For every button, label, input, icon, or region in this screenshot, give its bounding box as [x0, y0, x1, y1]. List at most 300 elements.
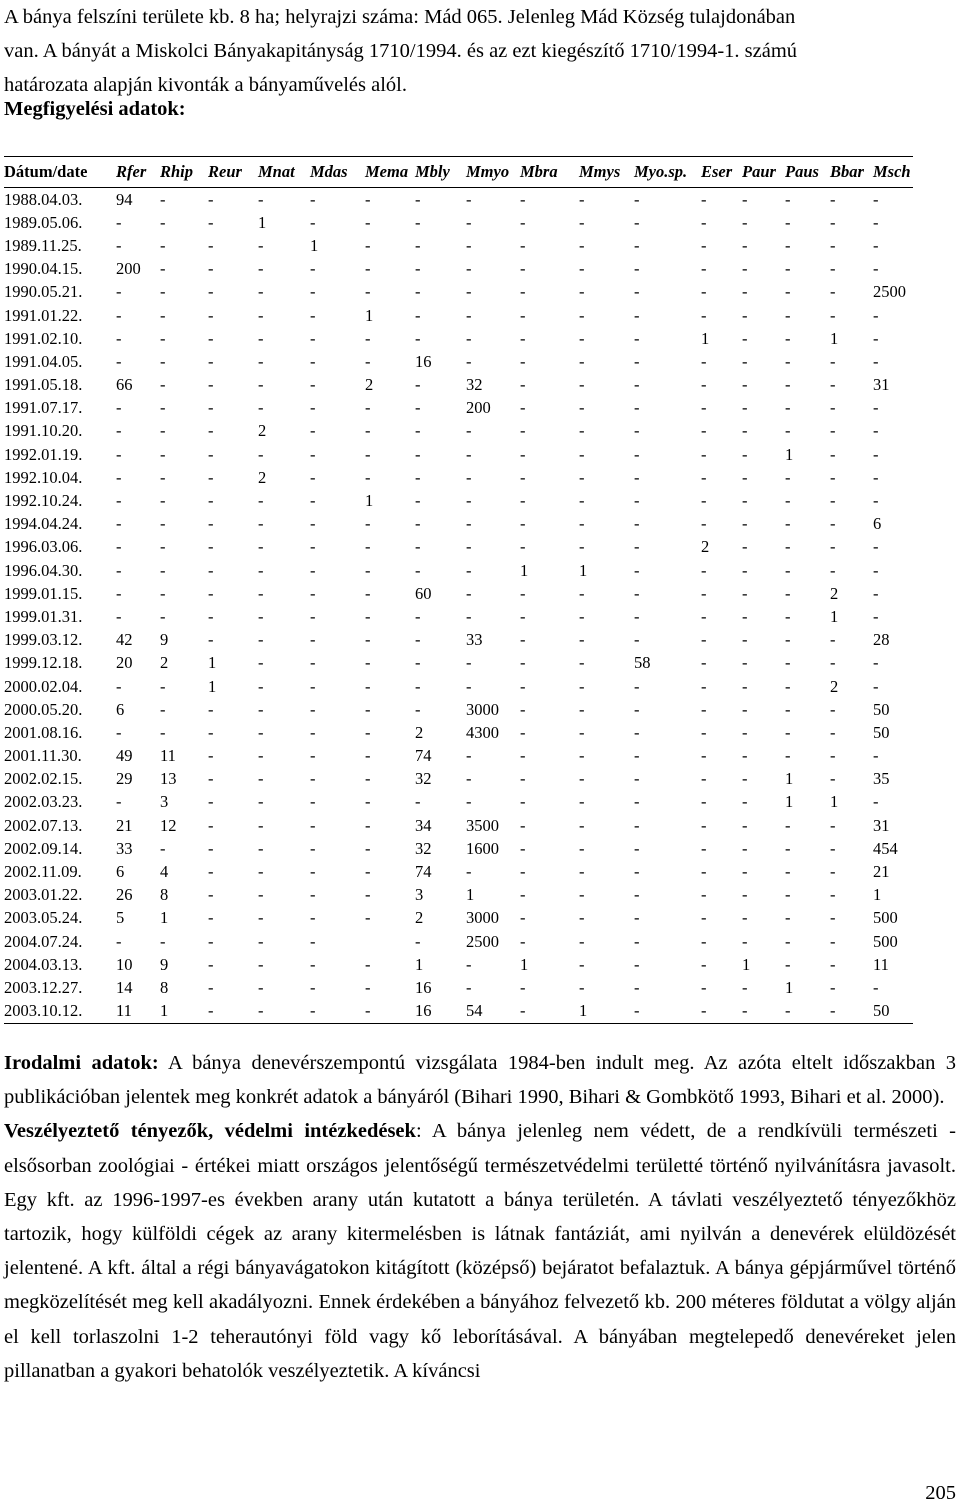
count-cell: - — [701, 792, 707, 812]
count-cell: - — [520, 699, 526, 719]
count-cell: - — [258, 305, 264, 325]
count-cell: - — [701, 235, 707, 255]
table-row — [4, 1000, 913, 1024]
count-cell: - — [258, 375, 264, 395]
count-cell: 1 — [160, 908, 169, 928]
count-cell: - — [785, 1001, 791, 1021]
count-cell: - — [116, 328, 122, 348]
count-cell: - — [520, 328, 526, 348]
count-cell: - — [830, 931, 836, 951]
count-cell: - — [634, 583, 640, 603]
count-cell: - — [208, 491, 214, 511]
count-cell: - — [873, 653, 879, 673]
count-cell: - — [579, 282, 585, 302]
count-cell: - — [785, 583, 791, 603]
count-cell: 21 — [873, 862, 890, 882]
count-cell: - — [466, 769, 472, 789]
count-cell: - — [830, 977, 836, 997]
count-cell: - — [258, 908, 264, 928]
count-cell: - — [742, 769, 748, 789]
count-cell: - — [830, 514, 836, 534]
count-cell: - — [579, 908, 585, 928]
date-cell: 2003.05.24. — [4, 908, 83, 928]
count-cell: - — [160, 421, 166, 441]
count-cell: - — [415, 560, 421, 580]
count-cell: 1 — [466, 885, 475, 905]
count-cell: - — [365, 815, 371, 835]
count-cell: - — [208, 977, 214, 997]
count-cell: 2 — [415, 908, 424, 928]
count-cell: - — [415, 189, 421, 209]
count-cell: 4300 — [466, 722, 499, 742]
count-cell: - — [365, 444, 371, 464]
count-cell: - — [258, 676, 264, 696]
count-cell: - — [365, 885, 371, 905]
table-row — [4, 953, 913, 976]
count-cell: - — [830, 421, 836, 441]
count-cell: - — [365, 421, 371, 441]
count-cell: - — [520, 375, 526, 395]
count-cell: - — [701, 769, 707, 789]
count-cell: - — [208, 282, 214, 302]
count-cell: - — [873, 606, 879, 626]
column-header-species: Paur — [742, 162, 776, 181]
count-cell: - — [116, 444, 122, 464]
date-cell: 1990.05.21. — [4, 282, 83, 302]
count-cell: 2500 — [873, 282, 906, 302]
count-cell: - — [116, 792, 122, 812]
count-cell: - — [785, 838, 791, 858]
count-cell: - — [634, 885, 640, 905]
count-cell: - — [579, 375, 585, 395]
count-cell: 1 — [785, 977, 794, 997]
count-cell: - — [365, 583, 371, 603]
count-cell: 1 — [258, 212, 267, 232]
count-cell: - — [701, 815, 707, 835]
table-row — [4, 327, 913, 350]
count-cell: 94 — [116, 189, 133, 209]
count-cell: 5 — [116, 908, 125, 928]
date-cell: 1988.04.03. — [4, 189, 83, 209]
count-cell: - — [742, 375, 748, 395]
count-cell: - — [310, 653, 316, 673]
count-cell: - — [208, 792, 214, 812]
count-cell: - — [634, 212, 640, 232]
count-cell: - — [520, 746, 526, 766]
count-cell: 2 — [415, 722, 424, 742]
table-row — [4, 791, 913, 814]
count-cell: - — [466, 305, 472, 325]
count-cell: - — [258, 259, 264, 279]
count-cell: - — [466, 351, 472, 371]
count-cell: - — [415, 212, 421, 232]
date-cell: 1996.04.30. — [4, 560, 83, 580]
count-cell: - — [742, 537, 748, 557]
count-cell: - — [742, 398, 748, 418]
count-cell: - — [742, 838, 748, 858]
count-cell: - — [160, 259, 166, 279]
column-header-species: Mdas — [310, 162, 348, 181]
count-cell: - — [365, 862, 371, 882]
date-cell: 1991.07.17. — [4, 398, 83, 418]
count-cell: - — [310, 792, 316, 812]
count-cell: - — [160, 514, 166, 534]
count-cell: - — [579, 351, 585, 371]
date-cell: 2000.02.04. — [4, 676, 83, 696]
count-cell: - — [634, 838, 640, 858]
column-header-date: Dátum/date — [4, 162, 88, 181]
count-cell: 28 — [873, 630, 890, 650]
count-cell: - — [520, 606, 526, 626]
count-cell: 50 — [873, 1001, 890, 1021]
date-cell: 1999.01.31. — [4, 606, 83, 626]
count-cell: - — [634, 375, 640, 395]
count-cell: - — [365, 328, 371, 348]
table-row — [4, 443, 913, 466]
count-cell: - — [208, 838, 214, 858]
count-cell: - — [701, 351, 707, 371]
count-cell: - — [466, 444, 472, 464]
count-cell: - — [310, 259, 316, 279]
count-cell: - — [365, 514, 371, 534]
date-cell: 2002.11.09. — [4, 862, 82, 882]
table-row — [4, 907, 913, 930]
count-cell: - — [160, 282, 166, 302]
count-cell: - — [520, 815, 526, 835]
count-cell: - — [116, 282, 122, 302]
count-cell: 200 — [116, 259, 141, 279]
column-header-species: Mbra — [520, 162, 558, 181]
count-cell: - — [466, 537, 472, 557]
count-cell: - — [830, 815, 836, 835]
count-cell: - — [415, 444, 421, 464]
count-cell: - — [785, 606, 791, 626]
table-row — [4, 582, 913, 605]
count-cell: - — [258, 815, 264, 835]
count-cell: - — [785, 189, 791, 209]
count-cell: 34 — [415, 815, 432, 835]
count-cell: - — [579, 189, 585, 209]
count-cell: - — [160, 375, 166, 395]
count-cell: - — [701, 931, 707, 951]
count-cell: - — [258, 699, 264, 719]
count-cell: - — [365, 212, 371, 232]
count-cell: 1 — [208, 653, 217, 673]
count-cell: - — [701, 305, 707, 325]
count-cell: - — [830, 235, 836, 255]
count-cell: - — [873, 560, 879, 580]
table-row — [4, 768, 913, 791]
date-cell: 2003.10.12. — [4, 1001, 83, 1021]
date-cell: 2001.11.30. — [4, 746, 82, 766]
count-cell: 2 — [830, 583, 839, 603]
count-cell — [365, 930, 415, 953]
count-cell: - — [365, 792, 371, 812]
count-cell: - — [830, 375, 836, 395]
count-cell: - — [466, 583, 472, 603]
count-cell: - — [701, 676, 707, 696]
count-cell: - — [365, 676, 371, 696]
count-cell: - — [701, 630, 707, 650]
count-cell: - — [785, 722, 791, 742]
count-cell: - — [310, 514, 316, 534]
count-cell: - — [310, 606, 316, 626]
date-cell: 2000.05.20. — [4, 699, 83, 719]
count-cell: - — [310, 676, 316, 696]
count-cell: - — [785, 954, 791, 974]
count-cell: - — [466, 259, 472, 279]
count-cell: - — [208, 1001, 214, 1021]
count-cell: - — [701, 398, 707, 418]
count-cell: - — [258, 583, 264, 603]
count-cell: - — [208, 699, 214, 719]
count-cell: - — [116, 467, 122, 487]
count-cell: - — [415, 537, 421, 557]
count-cell: - — [742, 746, 748, 766]
table-row — [4, 258, 913, 281]
count-cell: - — [208, 862, 214, 882]
count-cell: - — [258, 792, 264, 812]
table-row — [4, 397, 913, 420]
count-cell: - — [208, 630, 214, 650]
count-cell: - — [208, 769, 214, 789]
count-cell: 500 — [873, 931, 898, 951]
count-cell: - — [116, 491, 122, 511]
count-cell: - — [701, 375, 707, 395]
count-cell: 66 — [116, 375, 133, 395]
date-cell: 2001.08.16. — [4, 722, 83, 742]
count-cell: - — [873, 398, 879, 418]
count-cell: - — [742, 885, 748, 905]
count-cell: - — [208, 305, 214, 325]
count-cell: 3 — [160, 792, 169, 812]
count-cell: - — [634, 908, 640, 928]
count-cell: - — [634, 722, 640, 742]
count-cell: 50 — [873, 699, 890, 719]
count-cell: - — [466, 676, 472, 696]
count-cell: - — [701, 583, 707, 603]
count-cell: - — [415, 235, 421, 255]
count-cell: - — [830, 1001, 836, 1021]
count-cell: - — [310, 189, 316, 209]
count-cell: - — [258, 328, 264, 348]
date-cell: 1989.11.25. — [4, 235, 82, 255]
column-header-species: Mnat — [258, 162, 295, 181]
count-cell: 2 — [160, 653, 169, 673]
count-cell: - — [310, 862, 316, 882]
count-cell: - — [160, 931, 166, 951]
count-cell: 1 — [830, 606, 839, 626]
table-body — [4, 188, 913, 1024]
count-cell: - — [830, 722, 836, 742]
count-cell: - — [742, 908, 748, 928]
count-cell: - — [742, 351, 748, 371]
count-cell: - — [701, 885, 707, 905]
table-row — [4, 745, 913, 768]
date-cell: 1996.03.06. — [4, 537, 83, 557]
count-cell: - — [785, 653, 791, 673]
count-cell: - — [520, 421, 526, 441]
page-number: 205 — [925, 1482, 956, 1504]
count-cell: - — [310, 467, 316, 487]
count-cell: - — [873, 676, 879, 696]
count-cell: - — [310, 1001, 316, 1021]
count-cell: - — [258, 746, 264, 766]
count-cell: - — [785, 885, 791, 905]
count-cell: - — [365, 189, 371, 209]
count-cell: 1 — [579, 560, 588, 580]
count-cell: 1 — [520, 560, 529, 580]
count-cell: - — [579, 769, 585, 789]
count-cell: - — [258, 235, 264, 255]
count-cell: 31 — [873, 815, 890, 835]
count-cell: 9 — [160, 630, 169, 650]
count-cell: - — [785, 467, 791, 487]
count-cell: - — [116, 235, 122, 255]
count-cell: 9 — [160, 954, 169, 974]
count-cell: - — [830, 491, 836, 511]
column-header-species: Rhip — [160, 162, 194, 181]
count-cell: - — [258, 769, 264, 789]
table-row — [4, 350, 913, 373]
count-cell: - — [742, 212, 748, 232]
count-cell: - — [310, 444, 316, 464]
column-header-species: Rfer — [116, 162, 147, 181]
count-cell: - — [258, 398, 264, 418]
count-cell: - — [579, 931, 585, 951]
count-cell: - — [873, 467, 879, 487]
table-row — [4, 930, 913, 953]
count-cell: - — [830, 537, 836, 557]
count-cell: - — [415, 792, 421, 812]
count-cell: - — [634, 351, 640, 371]
count-cell: - — [742, 977, 748, 997]
count-cell: - — [830, 769, 836, 789]
count-cell: - — [873, 421, 879, 441]
count-cell: - — [785, 630, 791, 650]
count-cell: - — [701, 606, 707, 626]
count-cell: - — [116, 212, 122, 232]
count-cell: - — [310, 699, 316, 719]
table-row — [4, 860, 913, 883]
count-cell: - — [701, 259, 707, 279]
count-cell: - — [742, 630, 748, 650]
count-cell: 2 — [365, 375, 374, 395]
count-cell: - — [830, 351, 836, 371]
count-cell: - — [365, 699, 371, 719]
count-cell: - — [160, 351, 166, 371]
count-cell: - — [579, 815, 585, 835]
count-cell: - — [634, 514, 640, 534]
count-cell: - — [310, 885, 316, 905]
count-cell: - — [365, 560, 371, 580]
count-cell: 33 — [466, 630, 483, 650]
column-header-species: Reur — [208, 162, 242, 181]
count-cell: - — [365, 537, 371, 557]
count-cell: - — [742, 259, 748, 279]
count-cell: - — [701, 1001, 707, 1021]
count-cell: - — [365, 259, 371, 279]
count-cell: - — [258, 606, 264, 626]
column-header-species: Mbly — [415, 162, 450, 181]
count-cell: - — [160, 305, 166, 325]
count-cell: - — [579, 491, 585, 511]
column-header-species: Paus — [785, 162, 819, 181]
count-cell: - — [742, 1001, 748, 1021]
count-cell: - — [742, 583, 748, 603]
count-cell: - — [160, 676, 166, 696]
count-cell: - — [742, 444, 748, 464]
count-cell: - — [785, 491, 791, 511]
count-cell: - — [579, 467, 585, 487]
count-cell: - — [415, 699, 421, 719]
date-cell: 1994.04.24. — [4, 514, 83, 534]
count-cell: - — [579, 653, 585, 673]
count-cell: - — [365, 977, 371, 997]
count-cell: - — [742, 560, 748, 580]
count-cell: - — [579, 862, 585, 882]
count-cell: - — [742, 282, 748, 302]
count-cell: - — [830, 746, 836, 766]
count-cell: - — [520, 235, 526, 255]
count-cell: - — [208, 514, 214, 534]
column-header-species: Mmyo — [466, 162, 510, 181]
count-cell: - — [466, 792, 472, 812]
count-cell: - — [160, 722, 166, 742]
count-cell: - — [873, 235, 879, 255]
count-cell: 1 — [785, 444, 794, 464]
count-cell: - — [520, 189, 526, 209]
count-cell: - — [634, 537, 640, 557]
count-cell: - — [634, 467, 640, 487]
count-cell: - — [830, 305, 836, 325]
count-cell: - — [579, 398, 585, 418]
threats-label: Veszélyeztető tényezők, védelmi intézkedések — [4, 1120, 416, 1143]
column-header-species: Bbar — [830, 162, 864, 181]
date-cell: 2003.12.27. — [4, 977, 83, 997]
count-cell: 74 — [415, 746, 432, 766]
count-cell: - — [466, 954, 472, 974]
count-cell: 3500 — [466, 815, 499, 835]
count-cell: - — [742, 676, 748, 696]
count-cell: 1 — [310, 235, 319, 255]
count-cell: 35 — [873, 769, 890, 789]
count-cell: 50 — [873, 722, 890, 742]
count-cell: - — [208, 954, 214, 974]
count-cell: - — [785, 235, 791, 255]
count-cell: - — [415, 653, 421, 673]
table-row — [4, 652, 913, 675]
count-cell: - — [415, 421, 421, 441]
date-cell: 1999.12.18. — [4, 653, 83, 673]
count-cell: - — [742, 792, 748, 812]
count-cell: - — [520, 908, 526, 928]
count-cell: - — [634, 676, 640, 696]
count-cell: - — [520, 977, 526, 997]
count-cell: - — [415, 606, 421, 626]
count-cell: - — [310, 931, 316, 951]
count-cell: - — [830, 838, 836, 858]
count-cell: - — [160, 444, 166, 464]
count-cell: - — [579, 444, 585, 464]
count-cell: - — [785, 862, 791, 882]
count-cell: - — [365, 908, 371, 928]
count-cell: - — [365, 653, 371, 673]
count-cell: - — [258, 560, 264, 580]
count-cell: 4 — [160, 862, 169, 882]
count-cell: - — [520, 722, 526, 742]
count-cell: - — [160, 189, 166, 209]
